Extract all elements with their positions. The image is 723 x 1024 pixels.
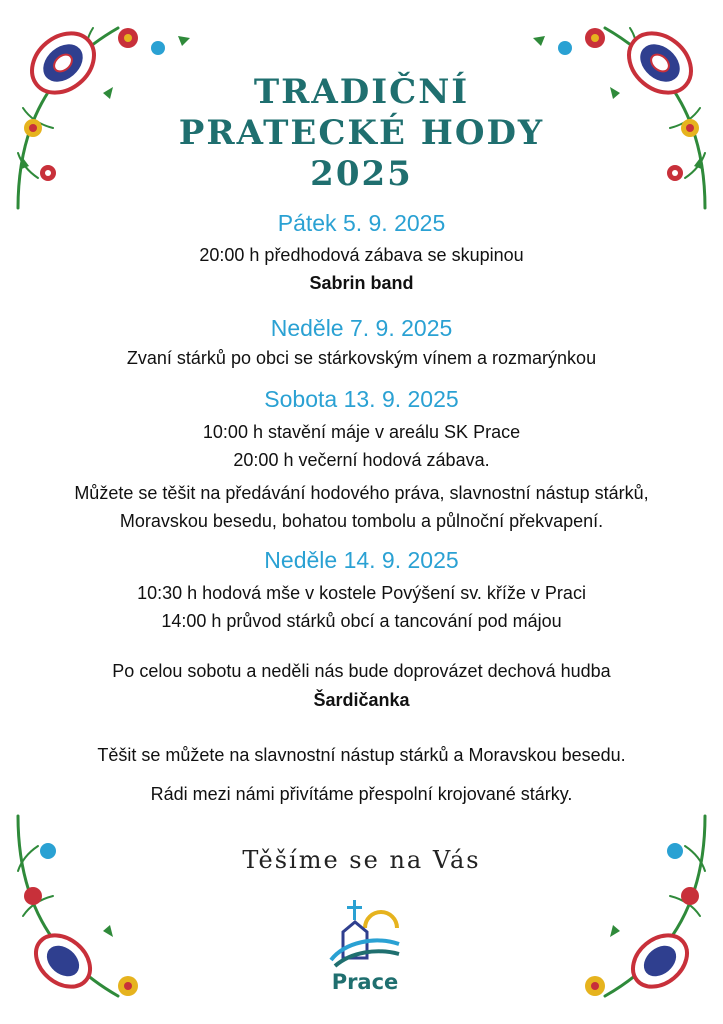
prace-village-logo-icon (325, 898, 405, 970)
event-friday-1: 20:00 h předhodová zábava se skupinou (199, 245, 524, 265)
title-line-1: TRADIČNÍ (253, 72, 470, 112)
day-heading-friday: Pátek 5. 9. 2025 (277, 210, 446, 236)
day-heading-sunday-14: Neděle 14. 9. 2025 (264, 547, 459, 573)
title-year: 2025 (310, 154, 413, 194)
closing-greeting: Těšíme se na Vás (242, 846, 481, 874)
day-heading-sunday-7: Neděle 7. 9. 2025 (270, 315, 453, 341)
note-1: Těšit se můžete na slavnostní nástup stárků a Moravskou besedu. (97, 745, 626, 765)
folk-ornament-icon (8, 806, 218, 1016)
event-saturday-3: Můžete se těšit na předávání hodového práva, slavnostní nástup stárků, (74, 483, 649, 503)
event-saturday-1: 10:00 h stavění máje v areálu SK Prace (202, 422, 521, 442)
event-saturday-4: Moravskou besedu, bohatou tombolu a půlnoční překvapení. (119, 511, 604, 531)
logo-text: Prace (331, 970, 399, 994)
folk-ornament-icon (505, 806, 715, 1016)
event-sunday-14-2: 14:00 h průvod stárků obcí a tancování pod májou (161, 611, 562, 631)
note-2: Rádi mezi námi přivítáme přespolní krojované stárky. (150, 784, 573, 804)
event-sunday-7: Zvaní stárků po obci se stárkovským vínem a rozmarýnkou (126, 348, 597, 368)
event-sunday-14-1: 10:30 h hodová mše v kostele Povýšení sv. kříže v Praci (137, 583, 586, 603)
music-text: Po celou sobotu a neděli nás bude doprovázet dechová hudba (112, 661, 611, 681)
band-name-friday: Sabrin band (309, 273, 414, 293)
event-saturday-2: 20:00 h večerní hodová zábava. (233, 450, 490, 470)
prace-logo (325, 898, 405, 998)
day-heading-saturday: Sobota 13. 9. 2025 (264, 386, 459, 412)
music-band-name: Šardičanka (313, 690, 410, 710)
title-line-2: PRATECKÉ HODY (178, 113, 545, 153)
